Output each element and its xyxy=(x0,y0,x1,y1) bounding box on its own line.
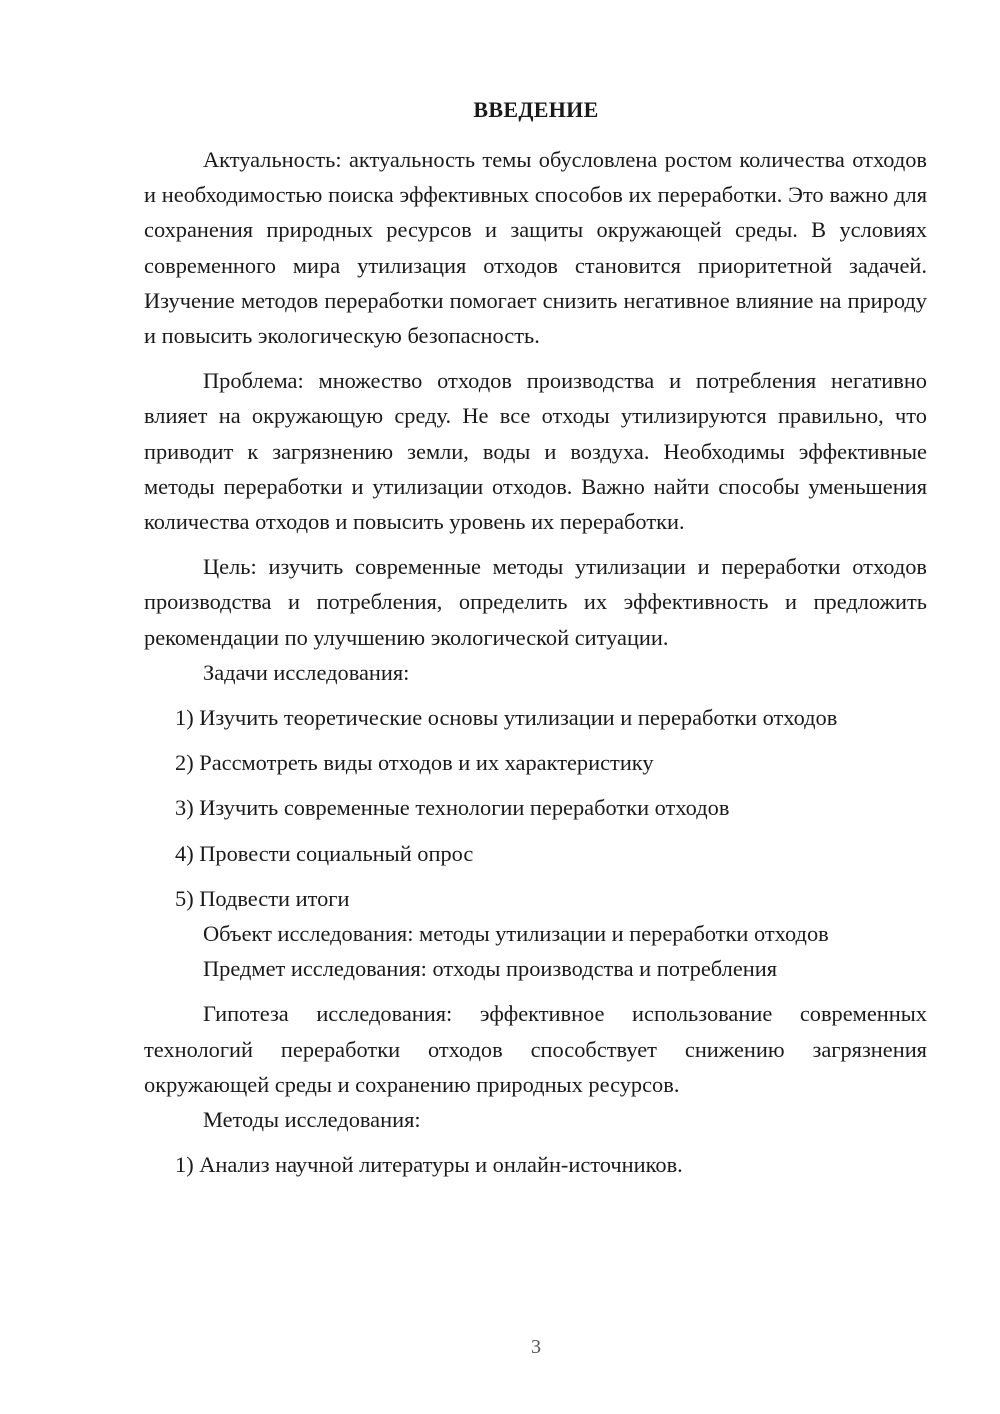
research-object: Объект исследования: методы утилизации и переработки отходов xyxy=(203,921,829,947)
methods-heading: Методы исследования: xyxy=(203,1107,421,1133)
list-item: 1) Изучить теоретические основы утилизации и переработки отходов xyxy=(175,705,838,731)
methods-list xyxy=(144,1147,927,1182)
research-hypothesis: Гипотеза исследования: эффективное использование современных технологий переработки отходов способствует снижению загрязнения окружающей среды и сохранению природных ресурсов. xyxy=(144,1001,927,1097)
list-item: 5) Подвести итоги xyxy=(175,885,350,911)
paragraph-relevance: Актуальность: актуальность темы обусловлена ростом количества отходов и необходимостью поиска эффективных способов их переработки. Это важно для сохранения природных ресурсов и защиты окружающей среды. В условиях современного мира утилизация отходов становится приоритетной задачей. Изучение методов переработки помогает снизить негативное влияние на природу и повысить экологическую безопасность. xyxy=(144,147,927,349)
tasks-list xyxy=(144,700,927,916)
list-item: 2) Рассмотреть виды отходов и их характеристику xyxy=(175,750,654,776)
list-item: 1) Анализ научной литературы и онлайн-источников. xyxy=(175,1152,683,1178)
paragraph-problem: Проблема: множество отходов производства и потребления негативно влияет на окружающую среду. Не все отходы утилизируются правильно, что приводит к загрязнению земли, воды и воздуха. Необходимы эффективные методы переработки и утилизации отходов. Важно найти способы уменьшения количества отходов и повысить уровень их переработки. xyxy=(144,368,927,535)
list-item: 3) Изучить современные технологии переработки отходов xyxy=(175,795,730,821)
research-subject: Предмет исследования: отходы производства и потребления xyxy=(203,956,778,982)
paragraph-goal: Цель: изучить современные методы утилизации и переработки отходов производства и потребления, определить их эффективность и предложить рекомендации по улучшению экологической ситуации. xyxy=(144,554,927,650)
section-title: ВВЕДЕНИЕ xyxy=(473,97,599,122)
tasks-heading: Задачи исследования: xyxy=(203,659,410,685)
page-number: 3 xyxy=(531,1336,541,1358)
list-item: 4) Провести социальный опрос xyxy=(175,840,474,866)
body-text xyxy=(144,142,927,1182)
